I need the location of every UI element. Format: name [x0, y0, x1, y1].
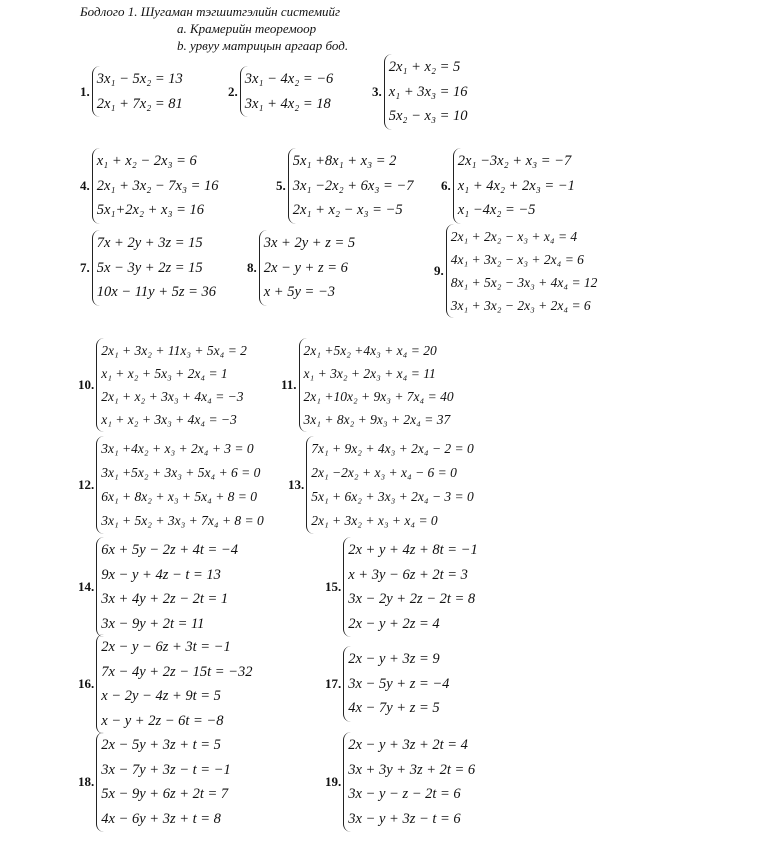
- equation: 3x₁ − 4x₂ = −6: [244, 71, 334, 87]
- system-13: [288, 436, 474, 534]
- equation: 3x₁ +5x₂ + 3x₃ + 5x₄ + 6 = 0: [101, 465, 261, 480]
- equation: 3x − y − z − 2t = 6: [348, 786, 461, 802]
- equation: 4x − 6y + 3z + t = 8: [101, 810, 221, 827]
- equation: 5x₁ +8x₁ + x₃ = 2: [292, 153, 397, 169]
- equation: x + 5y = −3: [263, 284, 335, 300]
- equation: x₁ + x₂ − 2x₃ = 6: [96, 153, 197, 169]
- equation: 3x − y + 3z − t = 6: [348, 810, 461, 827]
- equation-brace: [343, 537, 477, 637]
- system-16: [78, 634, 252, 734]
- equation-brace: [96, 537, 238, 637]
- equation: x₁ + 4x₂ + 2x₃ = −1: [457, 177, 575, 194]
- equation: 2x₁ −3x₂ + x₃ = −7: [457, 153, 572, 169]
- equation-brace: [92, 230, 216, 306]
- equation: x₁ + x₂ + 3x₃ + 4x₄ = −3: [101, 412, 237, 427]
- equation: 3x₁ + 5x₂ + 3x₃ + 7x₄ + 8 = 0: [101, 513, 264, 528]
- equation-brace: [96, 436, 264, 534]
- equation: 3x + 4y + 2z − 2t = 1: [101, 591, 229, 607]
- equation: x + 3y − 6z + 2t = 3: [348, 566, 468, 583]
- equation: x₁ + x₂ + 5x₃ + 2x₄ = 1: [101, 366, 228, 381]
- equation: x₁ + 3x₃ = 16: [388, 83, 468, 100]
- equation: 3x − 9y + 2t = 11: [101, 615, 205, 632]
- equation: 2x₁ + x₂ + 3x₃ + 4x₄ = −3: [101, 389, 244, 404]
- equation: 2x₁ +5x₂ +4x₃ + x₄ = 20: [303, 343, 437, 358]
- equation: 3x + 3y + 3z + 2t = 6: [348, 761, 476, 778]
- equation-brace: [96, 732, 230, 832]
- equation-brace: [299, 338, 454, 432]
- system-number: 14.: [78, 579, 95, 594]
- equation: 2x − 5y + 3z + t = 5: [101, 737, 221, 753]
- equation: 7x − 4y + 2z − 15t = −32: [101, 663, 253, 680]
- equation: 2x − y + 3z = 9: [348, 651, 440, 667]
- method-b: b. урвуу матрицын аргаар бод.: [177, 38, 349, 53]
- equation: x₁ + 3x₂ + 2x₃ + x₄ = 11: [303, 366, 436, 381]
- equation: 2x₁ +10x₂ + 9x₃ + 7x₄ = 40: [303, 389, 454, 404]
- equation: 3x₁ +4x₂ + x₃ + 2x₄ + 3 = 0: [101, 441, 254, 456]
- system-5: [276, 148, 413, 224]
- system-number: 18.: [78, 774, 95, 789]
- equation-brace: [92, 148, 219, 224]
- equation: 5x₁ + 6x₂ + 3x₃ + 2x₄ − 3 = 0: [311, 489, 474, 504]
- system-number: 16.: [78, 676, 95, 691]
- equation: 7x + 2y + 3z = 15: [96, 235, 203, 251]
- equation-brace: [259, 230, 355, 306]
- system-19: [325, 732, 475, 832]
- equation: 6x₁ + 8x₂ + x₃ + 5x₄ + 8 = 0: [101, 489, 258, 504]
- system-10: [78, 338, 247, 432]
- equation: 7x₁ + 9x₂ + 4x₃ + 2x₄ − 2 = 0: [311, 441, 474, 456]
- system-6: [441, 148, 575, 224]
- equation: x − y + 2z − 6t = −8: [101, 712, 224, 729]
- system-number: 12.: [78, 477, 95, 492]
- equation: 3x − 5y + z = −4: [348, 675, 450, 692]
- system-number: 10.: [78, 377, 95, 392]
- equation-brace: [343, 732, 475, 832]
- equation: 8x₁ + 5x₂ − 3x₃ + 4x₄ = 12: [450, 275, 598, 290]
- system-17: [325, 646, 449, 722]
- equation: 3x₁ + 3x₂ − 2x₃ + 2x₄ = 6: [450, 298, 591, 313]
- equation: 2x₁ + 3x₂ + 11x₃ + 5x₄ = 2: [101, 343, 247, 358]
- equation: 6x + 5y − 2z + 4t = −4: [101, 542, 238, 558]
- system-number: 3.: [372, 83, 382, 99]
- equation-brace: [446, 224, 598, 318]
- system-number: 15.: [325, 579, 342, 594]
- equation: 2x₁ + x₂ = 5: [388, 59, 461, 75]
- equation: 3x₁ −2x₂ + 6x₃ = −7: [292, 177, 414, 194]
- equation: 3x − 7y + 3z − t = −1: [101, 761, 231, 778]
- system-14: [78, 537, 238, 637]
- equation: 3x − 2y + 2z − 2t = 8: [348, 591, 476, 607]
- equation-brace: [92, 66, 183, 117]
- equation: 2x − y + z = 6: [263, 259, 348, 276]
- system-15: [325, 537, 478, 637]
- equation: 4x − 7y + z = 5: [348, 700, 440, 716]
- equation-brace: [96, 634, 252, 734]
- system-number: 6.: [441, 177, 451, 193]
- equation: 3x + 2y + z = 5: [263, 235, 356, 251]
- equation: 2x₁ + x₂ − x₃ = −5: [292, 202, 403, 218]
- equation-brace: [96, 338, 247, 432]
- equation: 2x₁ + 3x₂ − 7x₃ = 16: [96, 177, 219, 194]
- system-9: [434, 224, 597, 318]
- system-3: [372, 54, 468, 130]
- system-number: 8.: [247, 259, 257, 275]
- equation: x − 2y − 4z + 9t = 5: [101, 688, 221, 704]
- system-7: [80, 230, 216, 306]
- equation: 10x − 11y + 5z = 36: [96, 284, 217, 300]
- system-number: 11.: [281, 377, 297, 392]
- equation-brace: [384, 54, 468, 130]
- equation: 3x₁ + 4x₂ = 18: [244, 95, 331, 112]
- equation: 2x₁ + 2x₂ − x₃ + x₄ = 4: [450, 229, 578, 244]
- equation-brace: [343, 646, 449, 722]
- equation: 5x₁+2x₂ + x₃ = 16: [96, 202, 205, 218]
- system-12: [78, 436, 264, 534]
- equation: 9x − y + 4z − t = 13: [101, 566, 221, 583]
- equation: 2x + y + 4z + 8t = −1: [348, 542, 478, 558]
- equation: 2x₁ + 7x₂ = 81: [96, 95, 183, 112]
- system-11: [281, 338, 454, 432]
- system-1: [80, 66, 183, 117]
- system-number: 5.: [276, 177, 286, 193]
- system-number: 7.: [80, 259, 90, 275]
- equation: 3x₁ − 5x₂ = 13: [96, 71, 183, 87]
- equation-brace: [240, 66, 334, 117]
- equation: x₁ −4x₂ = −5: [457, 202, 536, 218]
- equation: 4x₁ + 3x₂ − x₃ + 2x₄ = 6: [450, 252, 584, 267]
- equation: 2x − y + 2z = 4: [348, 615, 440, 632]
- equation: 5x − 3y + 2z = 15: [96, 259, 203, 276]
- equation-brace: [288, 148, 414, 224]
- system-number: 1.: [80, 83, 90, 99]
- equation: 2x − y − 6z + 3t = −1: [101, 639, 231, 655]
- equation: 3x₁ + 8x₂ + 9x₃ + 2x₄ = 37: [303, 412, 451, 427]
- equation: 5x₂ − x₃ = 10: [388, 108, 468, 124]
- system-number: 4.: [80, 177, 90, 193]
- equation-brace: [306, 436, 474, 534]
- system-2: [228, 66, 333, 117]
- system-number: 17.: [325, 675, 342, 691]
- system-number: 13.: [288, 477, 305, 492]
- system-8: [247, 230, 355, 306]
- system-4: [80, 148, 219, 224]
- system-number: 9.: [434, 263, 444, 278]
- equation-brace: [453, 148, 575, 224]
- system-18: [78, 732, 231, 832]
- system-number: 19.: [325, 774, 342, 789]
- equation: 2x₁ + 3x₂ + x₃ + x₄ = 0: [311, 513, 438, 528]
- system-number: 2.: [228, 83, 238, 99]
- method-a: a. Крамерийн теоремоор: [177, 21, 317, 36]
- equation: 2x₁ −2x₂ + x₃ + x₄ − 6 = 0: [311, 465, 457, 480]
- equation: 5x − 9y + 6z + 2t = 7: [101, 786, 229, 802]
- problem-title: Бодлого 1. Шугаман тэгшитгэлийн системийг: [80, 4, 341, 19]
- equation: 2x − y + 3z + 2t = 4: [348, 737, 468, 753]
